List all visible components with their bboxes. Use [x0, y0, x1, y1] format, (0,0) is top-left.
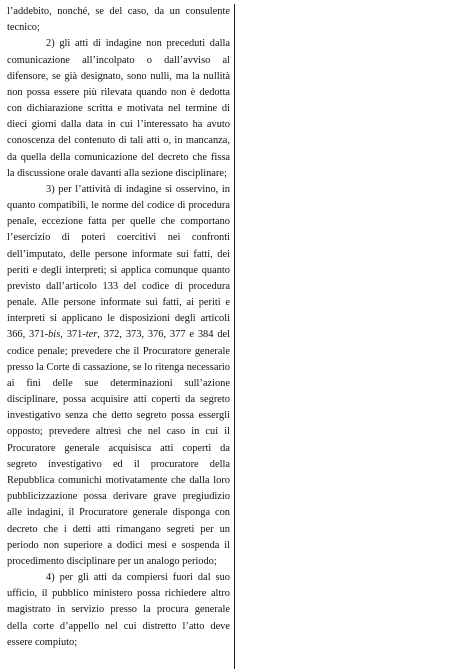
paragraph-item-3: 3) per l’attività di indagine si osservino, in quanto compatibili, le norme del codice di procedura penale, eccezione fatta per quelle che comportano l’esercizio di poteri coercitivi nei confronti dell’imputato, delle persone informate sui fatti, dei periti e degli interpreti; si applica comunque quanto previsto dall’articolo 133 del codice di procedura penale. Alle persone informate sui fatti, ai periti e interpreti si applicano le disposizioni degli articoli 366, 371-bis, 371-ter, 372, 373, 376, 377 e 384 del codice penale; prevedere che il Procuratore generale presso la Corte di cassazione, se lo ritenga necessario ai fini delle sue determinazioni sull’azione disciplinare, possa acquisire atti coperti da segreto investigativo senza che detto segreto possa essergli opposto; prevedere altresì che nel caso in cui il Procuratore generale acquisisca atti coperti da segreto investigativo ed il procuratore della Repubblica comunichi motivatamente che dalla loro pubblicizzazione possa derivare grave pregiudizio alle indagini, il Procuratore generale disponga con decreto che i detti atti rimangano segreti per un periodo non superiore a dodici mesi e sospenda il procedimento disciplinare per un analogo periodo;: [7, 183, 231, 567]
paragraph-item-2: 2) gli atti di indagine non preceduti dalla comunicazione all’incolpato o dall’avviso al difensore, se già designato, sono nulli, ma la nullità non possa essere più rilevata quando non è dedotta con dichiarazione scritta e motivata nel termine di dieci giorni dalla data in cui l’interessato ha avuto conoscenza del contenuto di tali atti o, in mancanza, da quella della comunicazione del decreto che fissa la discussione orale davanti alla sezione disciplinare;: [7, 38, 230, 179]
paragraph-continuation: l’addebito, nonché, se del caso, da un consulente tecnico;: [7, 6, 230, 34]
paragraph-item-4: 4) per gli atti da compiersi fuori dal suo ufficio, il pubblico ministero possa richiedere altro magistrato in servizio presso la procura generale della corte d’appello nel cui distretto l’atto deve essere compiuto;: [7, 572, 230, 648]
column-divider: [234, 4, 235, 669]
text-column: [7, 4, 230, 651]
